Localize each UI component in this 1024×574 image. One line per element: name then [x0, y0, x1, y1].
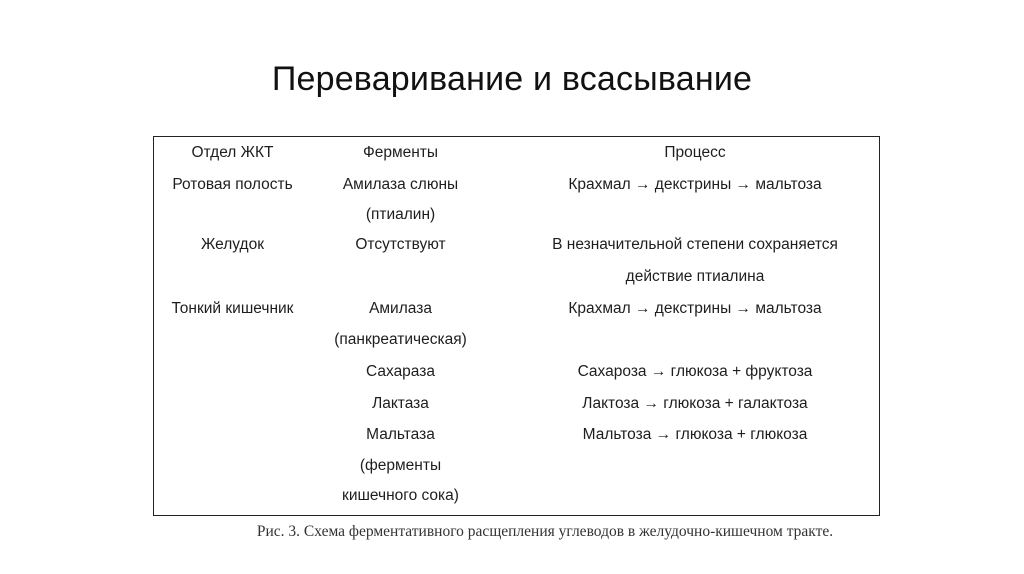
- enzyme-line: Амилаза слюны: [342, 176, 459, 193]
- enzyme-line: (ферменты: [359, 457, 442, 474]
- enzyme-line: Отсутствуют: [355, 236, 446, 253]
- section-mouth: Ротовая полость: [172, 176, 293, 193]
- section-stomach: Желудок: [201, 236, 264, 253]
- enzyme-line: Мальтаза: [366, 426, 435, 443]
- enzyme-line: (панкреатическая): [334, 331, 467, 348]
- header-enzymes: Ферменты: [362, 144, 439, 161]
- process-line: Крахмал → декстрины → мальтоза: [568, 176, 822, 193]
- process-line: В незначительной степени сохраняется: [552, 236, 838, 253]
- enzyme-line: Сахараза: [366, 363, 435, 380]
- process-line: Мальтоза → глюкоза + глюкоза: [582, 426, 808, 443]
- process-line: Крахмал → декстрины → мальтоза: [568, 300, 822, 317]
- enzyme-line: Амилаза: [369, 300, 432, 317]
- header-section: Отдел ЖКТ: [191, 144, 274, 161]
- header-process: Процесс: [664, 144, 726, 161]
- enzyme-line: (птиалин): [365, 206, 436, 223]
- process-line: Лактоза → глюкоза + галактоза: [582, 395, 808, 412]
- process-line: Сахароза → глюкоза + фруктоза: [577, 363, 813, 380]
- enzyme-line: Лактаза: [372, 395, 429, 412]
- slide-title: Переваривание и всасывание: [271, 60, 753, 98]
- enzyme-line: кишечного сока): [342, 487, 459, 504]
- section-small-intestine: Тонкий кишечник: [171, 300, 294, 317]
- figure-caption: Рис. 3. Схема ферментативного расщепления углеводов в желудочно-кишечном тракте.: [256, 523, 834, 540]
- process-line: действие птиалина: [625, 268, 765, 285]
